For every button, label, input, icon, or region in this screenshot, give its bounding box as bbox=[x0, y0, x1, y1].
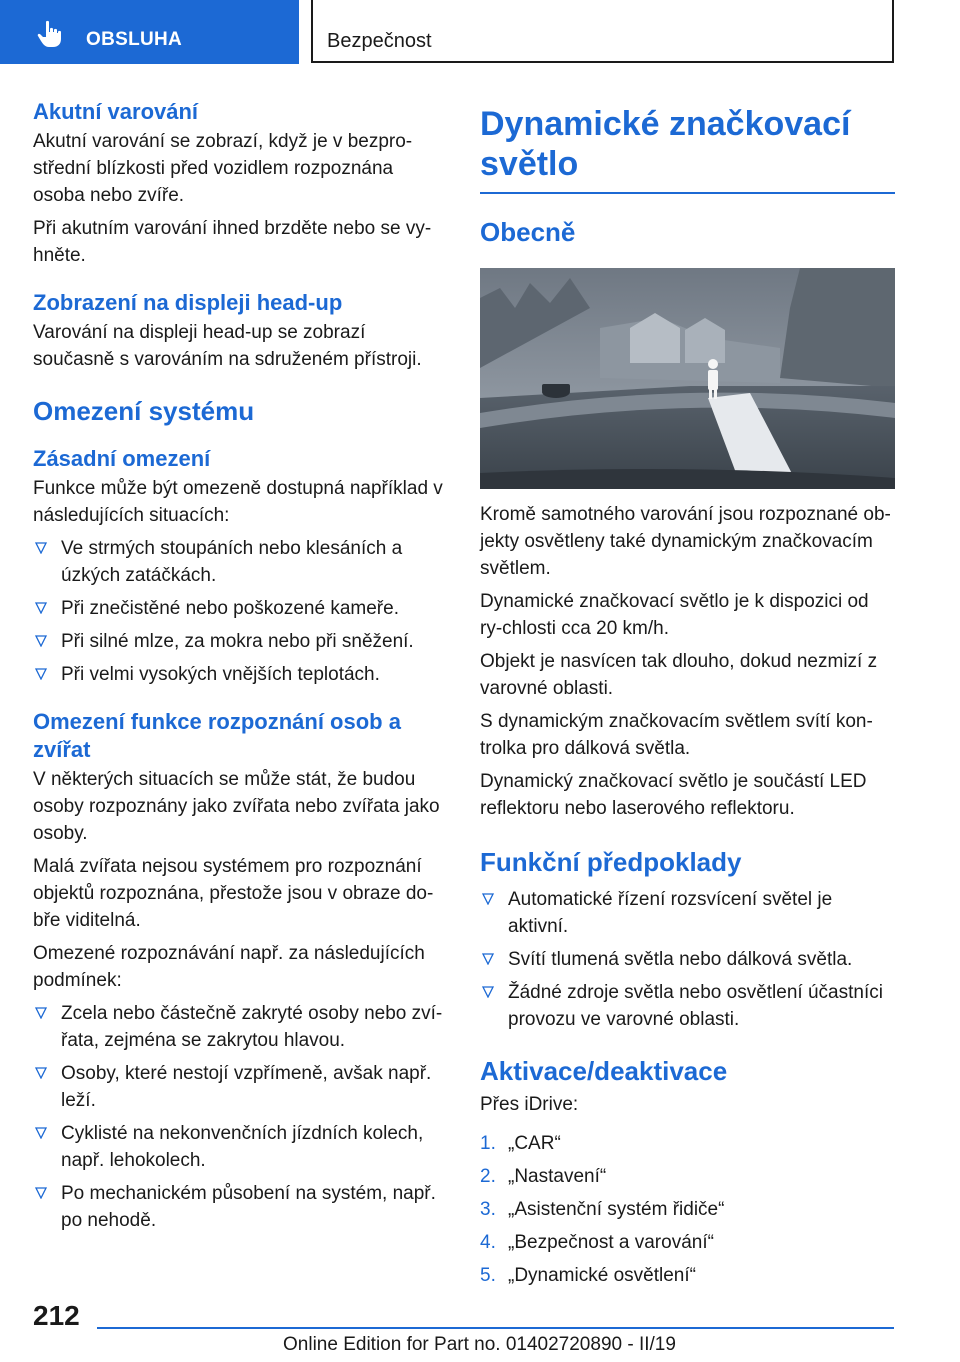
step-number: 1. bbox=[480, 1133, 496, 1154]
paragraph: V některých situacích se může stát, že budou osoby rozpoznány jako zvířata nebo zvířata jako osoby. bbox=[33, 769, 440, 844]
numbered-list bbox=[480, 1130, 895, 1289]
paragraph: Dynamický značkovací světlo je součástí LED reflektoru nebo laserového reflektoru. bbox=[480, 771, 867, 819]
triangle-bullet-icon bbox=[35, 1187, 47, 1199]
bullet-list bbox=[33, 1000, 448, 1234]
step-number: 3. bbox=[480, 1199, 496, 1220]
list-item: 3. „Asistenční systém řidiče“ bbox=[480, 1196, 895, 1223]
tab-obsluha-label: OBSLUHA bbox=[86, 29, 183, 50]
paragraph: Akutní varování se zobrazí, když je v bezpro‐střední blízkosti před vozidlem rozpoznána osoba nebo zvíře. bbox=[33, 131, 413, 206]
paragraph: Objekt je nasvícen tak dlouho, dokud nezmizí z varovné oblasti. bbox=[480, 651, 878, 699]
list-item: Cyklisté na nekonvenčních jízdních kolech, např. lehokolech. bbox=[33, 1120, 448, 1174]
paragraph: Při akutním varování ihned brzděte nebo se vy‐hněte. bbox=[33, 218, 432, 266]
list-item: Automatické řízení rozsvícení světel je aktivní. bbox=[480, 886, 895, 940]
right-column bbox=[480, 104, 895, 1289]
hand-pointer-icon bbox=[37, 20, 63, 48]
bullet-list bbox=[480, 886, 895, 1033]
triangle-bullet-icon bbox=[482, 893, 494, 905]
list-item: 4. „Bezpečnost a varování“ bbox=[480, 1229, 895, 1256]
list-item: 1. „CAR“ bbox=[480, 1130, 895, 1157]
list-item: Po mechanickém působení na systém, např. po nehodě. bbox=[33, 1180, 448, 1234]
paragraph: Kromě samotného varování jsou rozpoznané ob‐jekty osvětleny také dynamickým značkovacím světlem. bbox=[480, 504, 891, 579]
list-item: Osoby, které nestojí vzpřímeně, avšak např. leží. bbox=[33, 1060, 448, 1114]
paragraph: Přes iDrive: bbox=[480, 1094, 579, 1115]
heading-head-up: Zobrazení na displeji head-up bbox=[33, 290, 343, 315]
footer-edition: Online Edition for Part no. 01402720890 - II/19 bbox=[283, 1334, 676, 1355]
heading-zasadni-omezeni: Zásadní omezení bbox=[33, 446, 211, 471]
triangle-bullet-icon bbox=[35, 542, 47, 554]
paragraph: S dynamickým značkovacím světlem svítí kon‐trolka pro dálková světla. bbox=[480, 711, 873, 759]
night-road-illustration bbox=[480, 268, 895, 489]
heading-akutni-varovani: Akutní varování bbox=[33, 99, 199, 124]
paragraph: Dynamické značkovací světlo je k dispozici od ry‐chlosti cca 20 km/h. bbox=[480, 591, 869, 639]
list-item: Při znečistěné nebo poškozené kameře. bbox=[33, 595, 448, 622]
heading-omezeni-systemu: Omezení systému bbox=[33, 396, 255, 426]
list-item: 5. „Dynamické osvětlení“ bbox=[480, 1262, 895, 1289]
paragraph: Funkce může být omezeně dostupná například v následujících situacích: bbox=[33, 478, 443, 526]
list-item: Při velmi vysokých vnějších teplotách. bbox=[33, 661, 448, 688]
heading-aktivace-deaktivace: Aktivace/deaktivace bbox=[480, 1056, 728, 1086]
tab-bezpecnost-label: Bezpečnost bbox=[327, 30, 432, 52]
left-column bbox=[33, 98, 448, 1234]
page-number: 212 bbox=[33, 1300, 80, 1331]
tab-obsluha[interactable] bbox=[0, 0, 299, 64]
heading-omezeni-funkce: Omezení funkce rozpoznání osob a zvířat bbox=[33, 709, 401, 762]
triangle-bullet-icon bbox=[35, 1007, 47, 1019]
paragraph: Varování na displeji head-up se zobrazí současně s varováním na sdruženém přístroji. bbox=[33, 322, 422, 370]
tab-bezpecnost[interactable] bbox=[311, 0, 894, 63]
heading-underline bbox=[480, 192, 895, 194]
list-item: Svítí tlumená světla nebo dálková světla. bbox=[480, 946, 895, 973]
triangle-bullet-icon bbox=[35, 1067, 47, 1079]
list-item: Zcela nebo částečně zakryté osoby nebo zví‐řata, zejména se zakrytou hlavou. bbox=[33, 1000, 448, 1054]
step-number: 4. bbox=[480, 1232, 496, 1253]
paragraph: Malá zvířata nejsou systémem pro rozpoznání objektů rozpoznána, přestože jsou v obraze do‐bře viditelná. bbox=[33, 856, 434, 931]
step-number: 5. bbox=[480, 1265, 496, 1286]
heading-obecne: Obecně bbox=[480, 217, 576, 247]
triangle-bullet-icon bbox=[35, 602, 47, 614]
step-number: 2. bbox=[480, 1166, 496, 1187]
list-item: 2. „Nastavení“ bbox=[480, 1163, 895, 1190]
triangle-bullet-icon bbox=[35, 668, 47, 680]
footer-divider bbox=[97, 1327, 894, 1329]
list-item: Ve strmých stoupáních nebo klesáních a úzkých zatáčkách. bbox=[33, 535, 448, 589]
list-item: Žádné zdroje světla nebo osvětlení účastníci provozu ve varovné oblasti. bbox=[480, 979, 895, 1033]
heading-funkcni-predpoklady: Funkční předpoklady bbox=[480, 847, 742, 877]
bullet-list bbox=[33, 535, 448, 688]
heading-dynamicke-znackovaci-svetlo: Dynamické značkovací světlo bbox=[480, 105, 851, 183]
list-item: Při silné mlze, za mokra nebo při sněžení. bbox=[33, 628, 448, 655]
triangle-bullet-icon bbox=[482, 986, 494, 998]
triangle-bullet-icon bbox=[35, 635, 47, 647]
triangle-bullet-icon bbox=[35, 1127, 47, 1139]
page-header bbox=[0, 0, 960, 66]
triangle-bullet-icon bbox=[482, 953, 494, 965]
paragraph: Omezené rozpoznávání např. za následujících podmínek: bbox=[33, 943, 425, 991]
